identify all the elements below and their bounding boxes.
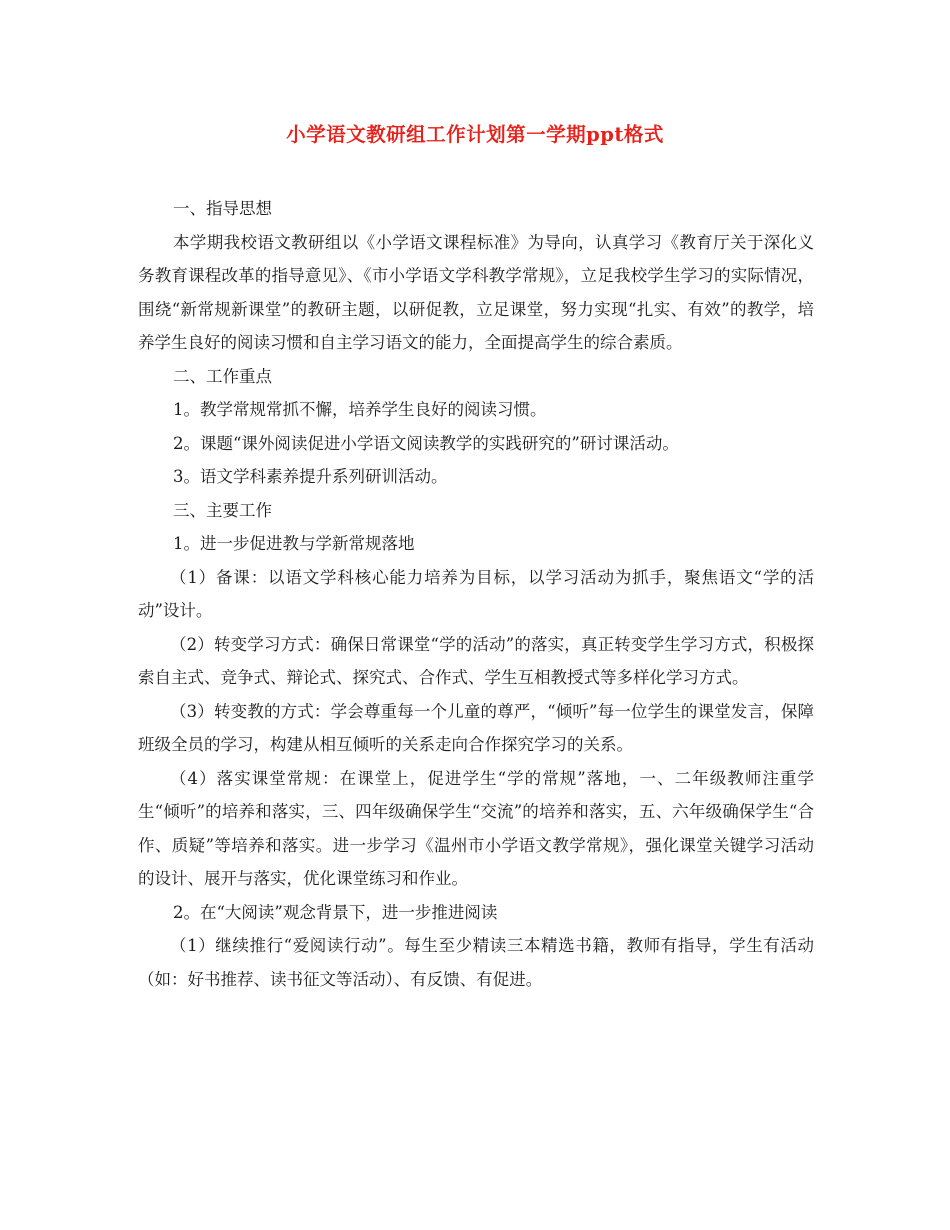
sub-item-classroom-routine: （4）落实课堂常规：在课堂上，促进学生“学的常规”落地，一、二年级教师注重学生“倾听”的培养和落实，三、四年级确保学生“交流”的培养和落实，五、六年级确保学生“合作、质疑”等培养和落实。进一步学习《温州市小学语文教学常规》，强化课堂关键学习活动的设计、展开与落实，优化课堂练习和作业。 xyxy=(138,768,814,888)
section-heading-main-work: 三、主要工作 xyxy=(173,500,272,520)
section-heading-work-focus: 二、工作重点 xyxy=(173,366,272,386)
list-item-work-1: 1。进一步促进教与学新常规落地 xyxy=(173,534,415,553)
sub-item-lesson-prep: （1）备课：以语文学科核心能力培养为目标，以学习活动为抓手，聚焦语文“学的活动”设计。 xyxy=(138,567,814,620)
list-item-focus-3: 3。语文学科素养提升系列研训活动。 xyxy=(173,467,448,486)
list-item-focus-2: 2。课题“课外阅读促进小学语文阅读教学的实践研究的”研讨课活动。 xyxy=(173,433,679,453)
list-item-work-2: 2。在“大阅读”观念背景下，进一步推进阅读 xyxy=(173,902,498,922)
document-title: 小学语文教研组工作计划第一学期ppt格式 xyxy=(286,123,664,146)
sub-item-learning-method: （2）转变学习方式：确保日常课堂“学的活动”的落实，真正转变学生学习方式，积极探索自主式、竞争式、辩论式、探究式、合作式、学生互相教授式等多样化学习方式。 xyxy=(138,634,814,687)
section-heading-guiding-thought: 一、指导思想 xyxy=(173,199,272,218)
list-item-focus-1: 1。教学常规常抓不懈，培养学生良好的阅读习惯。 xyxy=(173,400,547,419)
sub-item-teaching-method: （3）转变教的方式：学会尊重每一个儿童的尊严，“倾听”每一位学生的课堂发言，保障班级全员的学习，构建从相互倾听的关系走向合作探究学习的关系。 xyxy=(138,701,814,754)
paragraph-guiding-thought: 本学期我校语文教研组以《小学语文课程标准》为导向，认真学习《教育厅关于深化义务教育课程改革的指导意见》、《市小学语文学科教学常规》，立足我校学生学习的实际情况，围绕“新常规新课堂”的教研主题，以研促教，立足课堂，努力实现“扎实、有效”的教学，培养学生良好的阅读习惯和自主学习语文的能力，全面提高学生的综合素质。 xyxy=(138,232,814,352)
document-body xyxy=(138,192,814,996)
sub-item-reading-action: （1）继续推行“爱阅读行动”。每生至少精读三本精选书籍，教师有指导，学生有活动（如：好书推荐、读书征文等活动）、有反馈、有促进。 xyxy=(138,936,814,989)
